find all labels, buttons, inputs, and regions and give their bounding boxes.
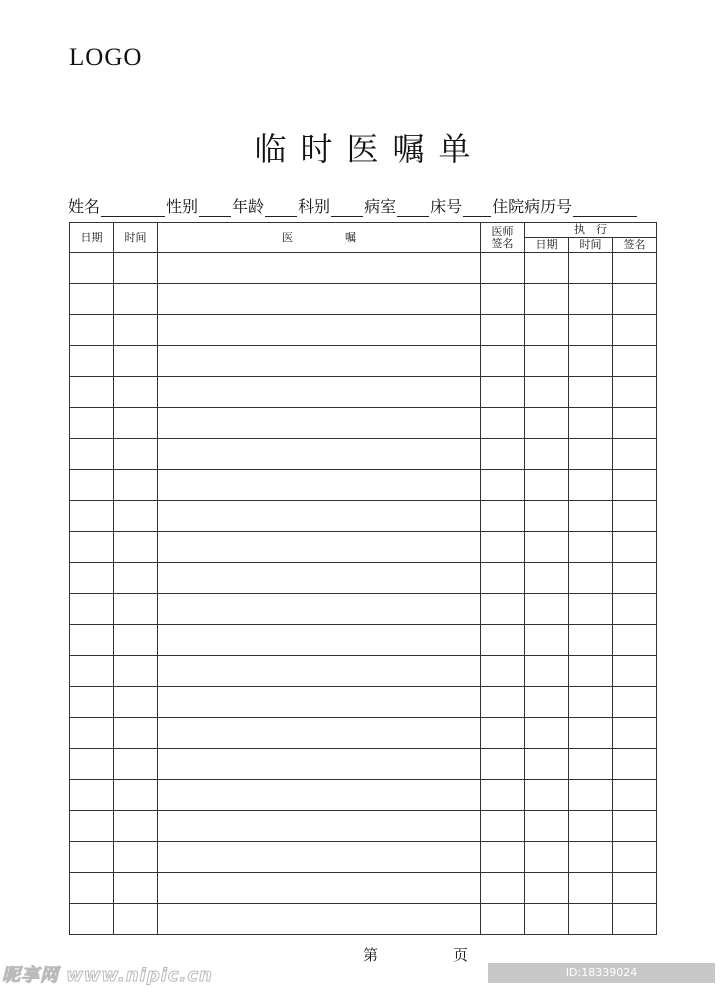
patient-info-line bbox=[68, 194, 638, 217]
cell-exec-sign[interactable] bbox=[613, 904, 657, 935]
cell-date[interactable] bbox=[70, 284, 114, 315]
cell-time[interactable] bbox=[114, 470, 158, 501]
cell-order[interactable] bbox=[158, 718, 481, 749]
cell-doctor-sign[interactable] bbox=[481, 284, 525, 315]
cell-exec-time[interactable] bbox=[569, 284, 613, 315]
cell-time[interactable] bbox=[114, 532, 158, 563]
cell-time[interactable] bbox=[114, 377, 158, 408]
header-exec-date: 日期 bbox=[525, 238, 569, 253]
info-label: 床号 bbox=[430, 197, 463, 216]
header-date: 日期 bbox=[70, 223, 114, 253]
cell-exec-sign[interactable] bbox=[613, 532, 657, 563]
cell-doctor-sign[interactable] bbox=[481, 687, 525, 718]
cell-time[interactable] bbox=[114, 284, 158, 315]
cell-doctor-sign[interactable] bbox=[481, 718, 525, 749]
cell-date[interactable] bbox=[70, 470, 114, 501]
cell-doctor-sign[interactable] bbox=[481, 470, 525, 501]
cell-order[interactable] bbox=[158, 284, 481, 315]
cell-exec-date[interactable] bbox=[525, 842, 569, 873]
cell-doctor-sign[interactable] bbox=[481, 532, 525, 563]
cell-doctor-sign[interactable] bbox=[481, 253, 525, 284]
cell-order[interactable] bbox=[158, 501, 481, 532]
cell-exec-time[interactable] bbox=[569, 377, 613, 408]
header-execute: 执 行 bbox=[525, 223, 657, 238]
table-row bbox=[70, 625, 657, 656]
info-label: 科别 bbox=[298, 197, 331, 216]
table-row bbox=[70, 408, 657, 439]
cell-doctor-sign[interactable] bbox=[481, 904, 525, 935]
header-exec-sign: 签名 bbox=[613, 238, 657, 253]
table-row bbox=[70, 594, 657, 625]
cell-date[interactable] bbox=[70, 408, 114, 439]
cell-date[interactable] bbox=[70, 253, 114, 284]
cell-doctor-sign[interactable] bbox=[481, 594, 525, 625]
cell-order[interactable] bbox=[158, 780, 481, 811]
cell-order[interactable] bbox=[158, 253, 481, 284]
cell-order[interactable] bbox=[158, 749, 481, 780]
cell-doctor-sign[interactable] bbox=[481, 346, 525, 377]
cell-doctor-sign[interactable] bbox=[481, 315, 525, 346]
cell-order[interactable] bbox=[158, 842, 481, 873]
cell-date[interactable] bbox=[70, 780, 114, 811]
cell-time[interactable] bbox=[114, 439, 158, 470]
cell-exec-time[interactable] bbox=[569, 656, 613, 687]
cell-time[interactable] bbox=[114, 687, 158, 718]
info-blank-field[interactable] bbox=[265, 200, 297, 217]
info-label: 病室 bbox=[364, 197, 397, 216]
cell-exec-sign[interactable] bbox=[613, 315, 657, 346]
cell-order[interactable] bbox=[158, 377, 481, 408]
cell-time[interactable] bbox=[114, 253, 158, 284]
cell-exec-time[interactable] bbox=[569, 718, 613, 749]
cell-doctor-sign[interactable] bbox=[481, 656, 525, 687]
table-row bbox=[70, 811, 657, 842]
cell-exec-date[interactable] bbox=[525, 625, 569, 656]
cell-exec-sign[interactable] bbox=[613, 346, 657, 377]
table-row bbox=[70, 253, 657, 284]
info-blank-field[interactable] bbox=[573, 200, 637, 217]
cell-doctor-sign[interactable] bbox=[481, 780, 525, 811]
logo: LOGO bbox=[69, 44, 143, 71]
cell-date[interactable] bbox=[70, 315, 114, 346]
cell-exec-date[interactable] bbox=[525, 253, 569, 284]
cell-time[interactable] bbox=[114, 873, 158, 904]
cell-exec-sign[interactable] bbox=[613, 470, 657, 501]
cell-exec-date[interactable] bbox=[525, 687, 569, 718]
cell-exec-date[interactable] bbox=[525, 873, 569, 904]
cell-time[interactable] bbox=[114, 811, 158, 842]
page-prefix: 第 bbox=[363, 946, 379, 964]
cell-time[interactable] bbox=[114, 780, 158, 811]
cell-order[interactable] bbox=[158, 811, 481, 842]
cell-doctor-sign[interactable] bbox=[481, 408, 525, 439]
table-row bbox=[70, 873, 657, 904]
cell-exec-sign[interactable] bbox=[613, 563, 657, 594]
cell-time[interactable] bbox=[114, 501, 158, 532]
cell-order[interactable] bbox=[158, 625, 481, 656]
cell-date[interactable] bbox=[70, 811, 114, 842]
header-order-right: 嘱 bbox=[345, 230, 356, 244]
header-doctor-sign-line1: 医师 bbox=[491, 224, 514, 238]
cell-time[interactable] bbox=[114, 563, 158, 594]
cell-order[interactable] bbox=[158, 904, 481, 935]
cell-exec-sign[interactable] bbox=[613, 625, 657, 656]
info-label: 姓名 bbox=[68, 197, 101, 216]
table-row bbox=[70, 780, 657, 811]
cell-exec-time[interactable] bbox=[569, 904, 613, 935]
cell-doctor-sign[interactable] bbox=[481, 842, 525, 873]
cell-time[interactable] bbox=[114, 346, 158, 377]
cell-exec-date[interactable] bbox=[525, 346, 569, 377]
cell-exec-date[interactable] bbox=[525, 718, 569, 749]
table-row bbox=[70, 904, 657, 935]
cell-exec-time[interactable] bbox=[569, 811, 613, 842]
cell-exec-time[interactable] bbox=[569, 253, 613, 284]
cell-exec-sign[interactable] bbox=[613, 439, 657, 470]
cell-exec-sign[interactable] bbox=[613, 594, 657, 625]
watermark-id: ID:18339024 NO:20191017080909264207 bbox=[488, 963, 715, 983]
cell-exec-time[interactable] bbox=[569, 563, 613, 594]
cell-date[interactable] bbox=[70, 346, 114, 377]
cell-exec-date[interactable] bbox=[525, 904, 569, 935]
header-doctor-sign-line2: 签名 bbox=[491, 236, 514, 250]
cell-exec-date[interactable] bbox=[525, 532, 569, 563]
info-label: 住院病历号 bbox=[492, 197, 573, 216]
cell-exec-time[interactable] bbox=[569, 594, 613, 625]
info-blank-field[interactable] bbox=[463, 200, 491, 217]
cell-order[interactable] bbox=[158, 315, 481, 346]
table-row bbox=[70, 346, 657, 377]
table-row bbox=[70, 439, 657, 470]
cell-exec-date[interactable] bbox=[525, 749, 569, 780]
header-doctor-sign bbox=[481, 223, 525, 253]
table-row bbox=[70, 501, 657, 532]
table-row bbox=[70, 749, 657, 780]
cell-exec-date[interactable] bbox=[525, 594, 569, 625]
cell-time[interactable] bbox=[114, 718, 158, 749]
page-suffix: 页 bbox=[453, 946, 469, 964]
info-blank-field[interactable] bbox=[101, 200, 165, 217]
cell-order[interactable] bbox=[158, 408, 481, 439]
info-blank-field[interactable] bbox=[199, 200, 231, 217]
table-row bbox=[70, 377, 657, 408]
cell-exec-sign[interactable] bbox=[613, 811, 657, 842]
cell-date[interactable] bbox=[70, 656, 114, 687]
cell-doctor-sign[interactable] bbox=[481, 873, 525, 904]
cell-time[interactable] bbox=[114, 315, 158, 346]
cell-exec-sign[interactable] bbox=[613, 873, 657, 904]
cell-exec-time[interactable] bbox=[569, 408, 613, 439]
table-row bbox=[70, 718, 657, 749]
cell-exec-sign[interactable] bbox=[613, 501, 657, 532]
cell-date[interactable] bbox=[70, 532, 114, 563]
cell-order[interactable] bbox=[158, 594, 481, 625]
cell-exec-sign[interactable] bbox=[613, 253, 657, 284]
header-order bbox=[158, 223, 481, 253]
table-row bbox=[70, 284, 657, 315]
cell-exec-sign[interactable] bbox=[613, 842, 657, 873]
cell-date[interactable] bbox=[70, 873, 114, 904]
cell-exec-time[interactable] bbox=[569, 346, 613, 377]
cell-date[interactable] bbox=[70, 842, 114, 873]
form-title: 临时医嘱单 bbox=[254, 130, 485, 168]
cell-exec-sign[interactable] bbox=[613, 749, 657, 780]
cell-date[interactable] bbox=[70, 501, 114, 532]
cell-exec-time[interactable] bbox=[569, 749, 613, 780]
cell-exec-date[interactable] bbox=[525, 811, 569, 842]
cell-exec-date[interactable] bbox=[525, 439, 569, 470]
cell-date[interactable] bbox=[70, 749, 114, 780]
cell-order[interactable] bbox=[158, 563, 481, 594]
cell-exec-time[interactable] bbox=[569, 470, 613, 501]
cell-exec-time[interactable] bbox=[569, 780, 613, 811]
table-row bbox=[70, 532, 657, 563]
cell-exec-sign[interactable] bbox=[613, 718, 657, 749]
cell-doctor-sign[interactable] bbox=[481, 439, 525, 470]
cell-order[interactable] bbox=[158, 687, 481, 718]
table-row bbox=[70, 656, 657, 687]
cell-order[interactable] bbox=[158, 470, 481, 501]
cell-doctor-sign[interactable] bbox=[481, 811, 525, 842]
header-time: 时间 bbox=[114, 223, 158, 253]
watermark-site: 昵享网 www.nipic.cn bbox=[2, 965, 213, 986]
cell-exec-date[interactable] bbox=[525, 315, 569, 346]
cell-exec-time[interactable] bbox=[569, 315, 613, 346]
cell-exec-date[interactable] bbox=[525, 470, 569, 501]
info-label: 性别 bbox=[166, 197, 199, 216]
cell-exec-sign[interactable] bbox=[613, 687, 657, 718]
cell-exec-sign[interactable] bbox=[613, 284, 657, 315]
cell-order[interactable] bbox=[158, 873, 481, 904]
cell-exec-sign[interactable] bbox=[613, 408, 657, 439]
cell-exec-time[interactable] bbox=[569, 532, 613, 563]
cell-time[interactable] bbox=[114, 594, 158, 625]
cell-date[interactable] bbox=[70, 563, 114, 594]
cell-exec-time[interactable] bbox=[569, 501, 613, 532]
cell-exec-date[interactable] bbox=[525, 408, 569, 439]
cell-exec-time[interactable] bbox=[569, 842, 613, 873]
cell-doctor-sign[interactable] bbox=[481, 563, 525, 594]
cell-time[interactable] bbox=[114, 408, 158, 439]
cell-doctor-sign[interactable] bbox=[481, 749, 525, 780]
header-exec-time: 时间 bbox=[569, 238, 613, 253]
cell-exec-time[interactable] bbox=[569, 625, 613, 656]
cell-date[interactable] bbox=[70, 377, 114, 408]
cell-exec-sign[interactable] bbox=[613, 656, 657, 687]
table-row bbox=[70, 687, 657, 718]
cell-time[interactable] bbox=[114, 904, 158, 935]
cell-time[interactable] bbox=[114, 749, 158, 780]
cell-date[interactable] bbox=[70, 625, 114, 656]
cell-exec-date[interactable] bbox=[525, 501, 569, 532]
cell-time[interactable] bbox=[114, 656, 158, 687]
cell-exec-date[interactable] bbox=[525, 563, 569, 594]
cell-time[interactable] bbox=[114, 625, 158, 656]
cell-exec-date[interactable] bbox=[525, 377, 569, 408]
cell-exec-sign[interactable] bbox=[613, 377, 657, 408]
info-label: 年龄 bbox=[232, 197, 265, 216]
orders-table bbox=[69, 222, 657, 935]
cell-exec-date[interactable] bbox=[525, 284, 569, 315]
cell-order[interactable] bbox=[158, 346, 481, 377]
cell-exec-time[interactable] bbox=[569, 873, 613, 904]
cell-doctor-sign[interactable] bbox=[481, 501, 525, 532]
cell-order[interactable] bbox=[158, 439, 481, 470]
cell-order[interactable] bbox=[158, 532, 481, 563]
header-order-left: 医 bbox=[282, 230, 293, 244]
table-row bbox=[70, 470, 657, 501]
cell-date[interactable] bbox=[70, 687, 114, 718]
cell-date[interactable] bbox=[70, 904, 114, 935]
cell-exec-date[interactable] bbox=[525, 780, 569, 811]
cell-date[interactable] bbox=[70, 439, 114, 470]
cell-doctor-sign[interactable] bbox=[481, 625, 525, 656]
cell-exec-time[interactable] bbox=[569, 687, 613, 718]
cell-exec-sign[interactable] bbox=[613, 780, 657, 811]
info-blank-field[interactable] bbox=[397, 200, 429, 217]
cell-date[interactable] bbox=[70, 594, 114, 625]
cell-order[interactable] bbox=[158, 656, 481, 687]
cell-exec-time[interactable] bbox=[569, 439, 613, 470]
table-row bbox=[70, 842, 657, 873]
table-row bbox=[70, 315, 657, 346]
info-blank-field[interactable] bbox=[331, 200, 363, 217]
cell-time[interactable] bbox=[114, 842, 158, 873]
cell-exec-date[interactable] bbox=[525, 656, 569, 687]
cell-doctor-sign[interactable] bbox=[481, 377, 525, 408]
cell-date[interactable] bbox=[70, 718, 114, 749]
table-row bbox=[70, 563, 657, 594]
